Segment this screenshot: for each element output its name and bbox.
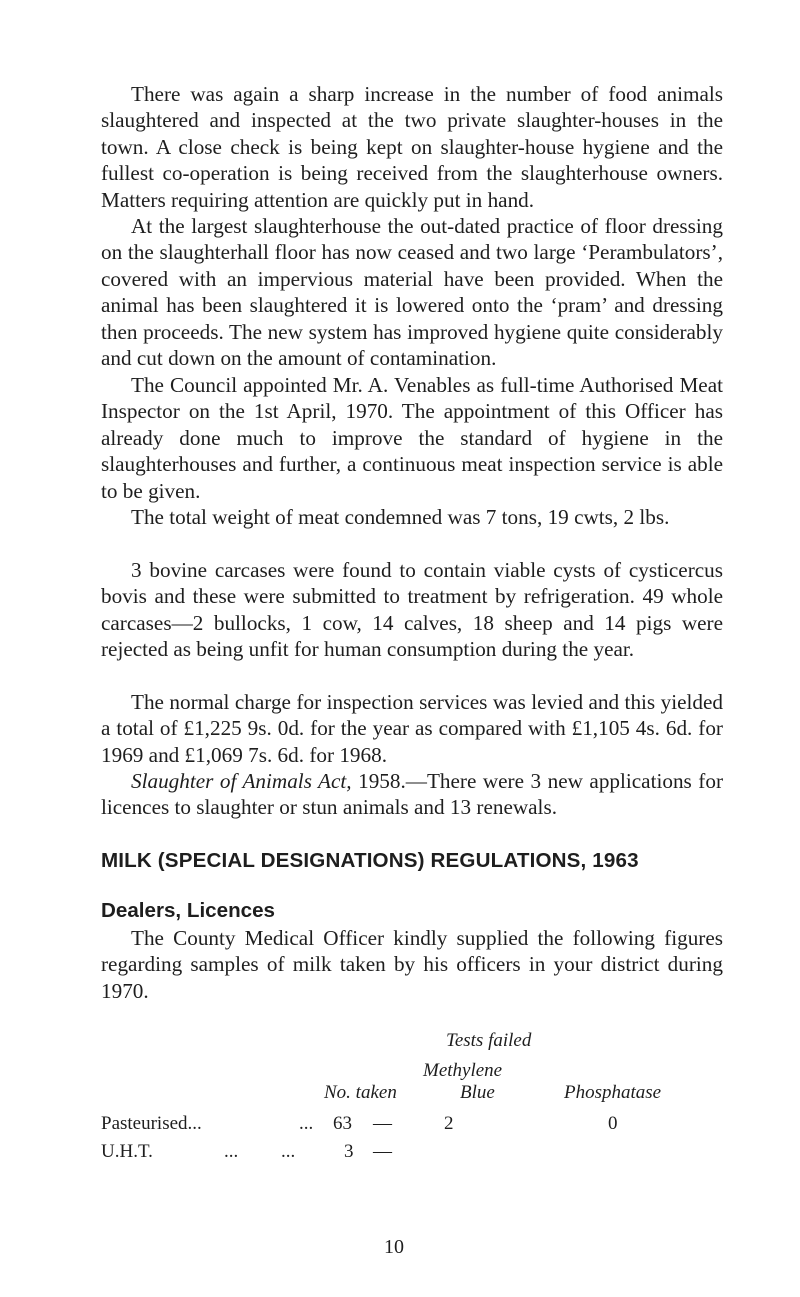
table-header-phosphatase: Phosphatase bbox=[564, 1082, 662, 1103]
row-label: U.H.T. bbox=[101, 1141, 153, 1162]
paragraph-milk-samples: The County Medical Officer kindly supplied the following figures regarding samples of milk taken by his officers in your district during 1970. bbox=[101, 926, 723, 1003]
paragraph-slaughterhouse-increase: There was again a sharp increase in the number of food animals slaughtered and inspected at the two private slaughter-houses in the town. A close check is being kept on slaughter-house hygiene and the fullest co-operation is being received from the slaughterhouse owners. Matters requiring attention are quickly put in hand. bbox=[101, 82, 723, 212]
paragraph-slaughter-act bbox=[101, 768, 723, 821]
table-header-no-taken: No. taken bbox=[324, 1082, 397, 1103]
paragraph-meat-inspector: The Council appointed Mr. A. Venables as full-time Authorised Meat Inspector on the 1st April, 1970. The appointment of this Officer has already done much to improve the standard of hygiene in the slaughterhouses and further, a continuous meat inspection service is able to be given. bbox=[101, 373, 723, 503]
paragraph-meat-condemned: The total weight of meat condemned was 7 tons, 19 cwts, 2 lbs. bbox=[131, 505, 670, 529]
paragraph-carcases: 3 bovine carcases were found to contain viable cysts of cysticercus bovis and these were submitted to treatment by refrigeration. 49 whole carcases—2 bullocks, 1 cow, 14 calves, 18 sheep and 14 pigs were rejected as being unfit for human consumption during the year. bbox=[101, 558, 723, 662]
page-number: 10 bbox=[384, 1236, 404, 1258]
row-no-taken: 3 bbox=[344, 1141, 354, 1162]
row-phosphatase: 0 bbox=[608, 1113, 618, 1134]
row-label: Pasteurised... bbox=[101, 1113, 202, 1134]
table-header-methylene: Methylene bbox=[423, 1060, 503, 1081]
act-year: 1958. bbox=[351, 769, 406, 793]
act-text: —There were 3 new applications for licences to slaughter or stun animals and 13 renewals. bbox=[101, 769, 723, 820]
row-no-taken: 63 bbox=[333, 1113, 352, 1134]
milk-regulations-heading: MILK (SPECIAL DESIGNATIONS) REGULATIONS, 1963 bbox=[101, 849, 639, 872]
row-blue: 2 bbox=[444, 1113, 454, 1134]
row-leader: ... ... bbox=[224, 1141, 296, 1162]
dealers-licences-heading: Dealers, Licences bbox=[101, 899, 276, 922]
row-dash: — bbox=[373, 1141, 392, 1162]
row-leader: ... bbox=[299, 1113, 314, 1134]
paragraph-inspection-charge: The normal charge for inspection services was levied and this yielded a total of £1,225 9s. 0d. for the year as compared with £1,105 4s. 6d. for 1969 and £1,069 7s. 6d. for 1968. bbox=[101, 690, 723, 767]
table-header-blue: Blue bbox=[460, 1082, 495, 1103]
table-header-tests-failed: Tests failed bbox=[446, 1030, 532, 1051]
paragraph-perambulators: At the largest slaughterhouse the out-dated practice of floor dressing on the slaughterhall floor has now ceased and two large ‘Perambulators’, covered with an impervious material have been provided. When the animal has been slaughtered it is lowered onto the ‘pram’ and dressing then proceeds. The new system has improved hygiene quite considerably and cut down on the amount of contamination. bbox=[101, 214, 723, 371]
act-title: Slaughter of Animals Act, bbox=[131, 769, 352, 793]
row-dash: — bbox=[373, 1113, 392, 1134]
